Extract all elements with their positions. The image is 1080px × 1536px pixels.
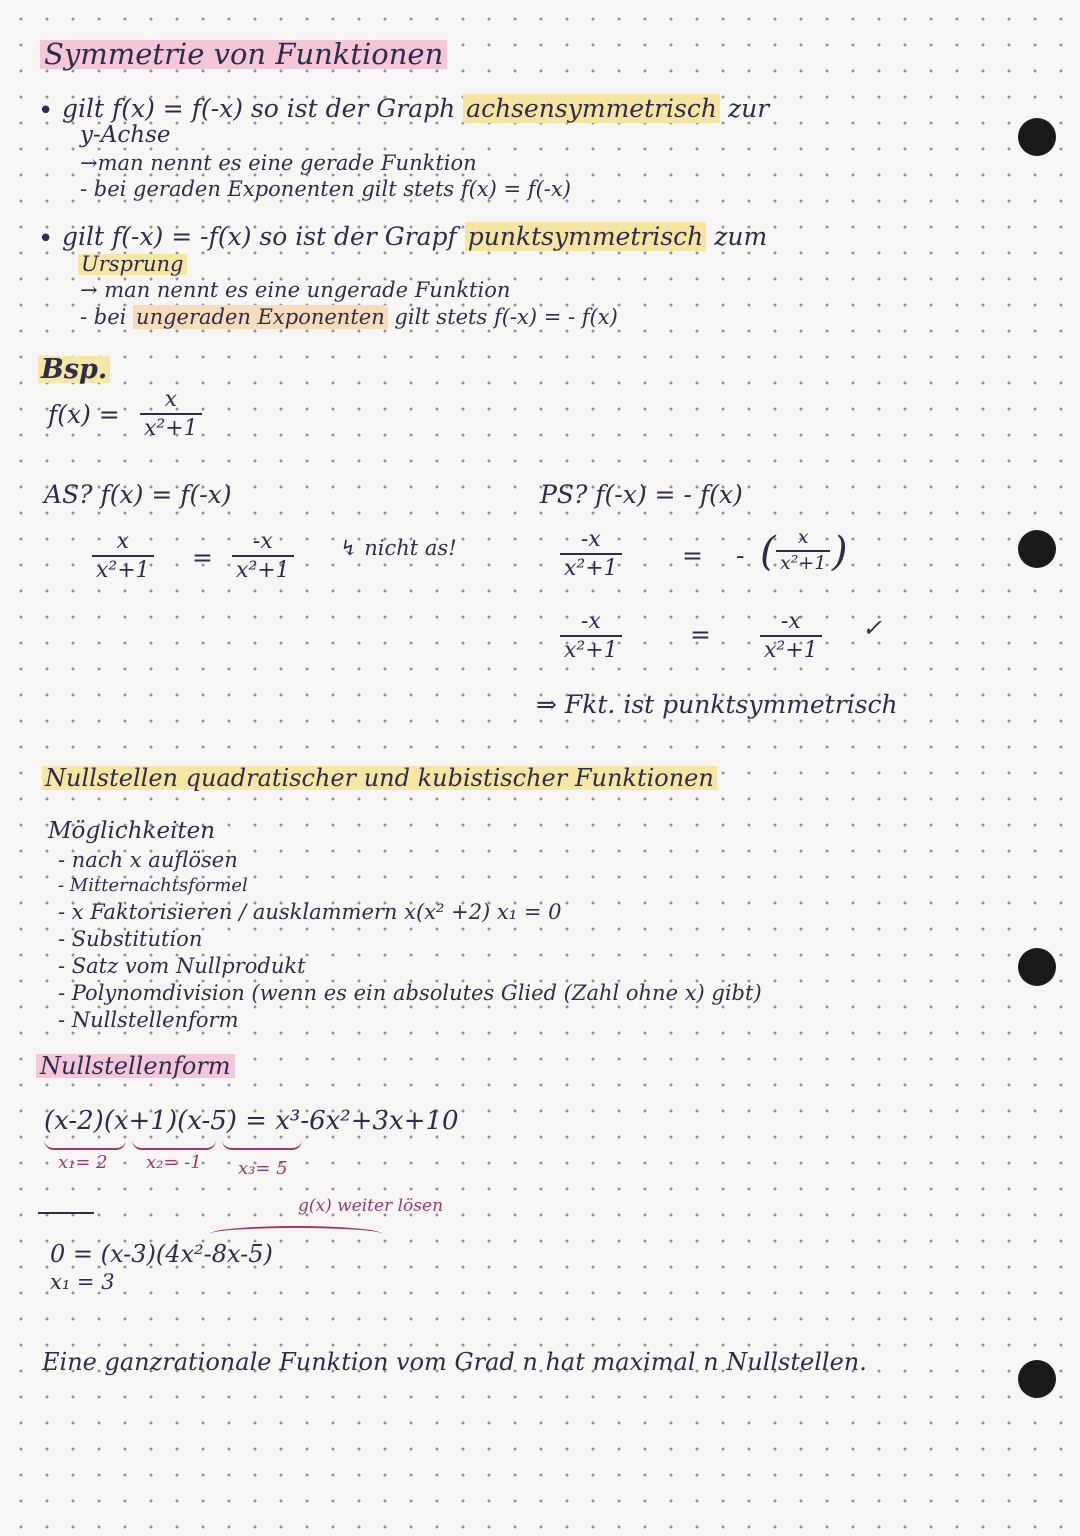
bullet-1-dot: • xyxy=(38,96,54,126)
ps-row1-paren-close: ) xyxy=(832,529,848,575)
bullet-1-text: gilt f(x) = f(-x) so ist der Graph xyxy=(62,94,456,123)
section-title-symmetry: Symmetrie von Funktionen xyxy=(40,40,447,69)
as-equals: = xyxy=(192,543,213,572)
bullet-1-line-2: y-Achse xyxy=(80,122,171,148)
numerator: -x xyxy=(580,527,601,552)
ps-row1-paren-open: ( xyxy=(760,529,776,575)
bullet-1-line-3: →man nennt es eine gerade Funktion xyxy=(80,151,477,175)
punch-hole-lower-middle xyxy=(1018,948,1056,986)
bullet-1-line-1 xyxy=(62,96,769,121)
ps-row1-minus: - xyxy=(736,541,745,570)
method-list-item: - nach x auflösen xyxy=(58,848,238,872)
zero-x1-result: x₁ = 3 xyxy=(50,1270,115,1294)
function-definition-lhs: f(x) = xyxy=(48,400,120,429)
point-symmetry-heading: PS? f(-x) = - f(x) xyxy=(540,480,743,509)
bullet-1-line-4: - bei geraden Exponenten gilt stets f(x) = f(-x) xyxy=(80,177,571,201)
brace-factor-2 xyxy=(132,1140,216,1150)
possibilities-label: Möglichkeiten xyxy=(48,818,216,844)
denominator: x²+1 xyxy=(560,635,622,662)
denominator: x²+1 xyxy=(232,555,294,582)
bullet-2-text: gilt f(-x) = -f(x) so ist der Grapf xyxy=(62,222,457,251)
bullet-2-line-3: → man nennt es eine ungerade Funktion xyxy=(80,278,511,302)
punch-hole-bottom xyxy=(1018,1360,1056,1398)
continue-solving-note: g(x) weiter lösen xyxy=(298,1196,444,1216)
denominator: x²+1 xyxy=(140,413,202,440)
section-title-zeros: Nullstellen quadratischer und kubistischer Funktionen xyxy=(42,766,717,790)
brace-factor-3 xyxy=(222,1140,302,1150)
section-title-zero-form: Nullstellenform xyxy=(36,1054,235,1078)
bullet-2-dot: • xyxy=(38,224,54,254)
ps-row1-left-fraction xyxy=(560,528,622,580)
numerator: -x xyxy=(580,609,601,634)
factored-equation: (x-2)(x+1)(x-5) = x³-6x²+3x+10 xyxy=(44,1106,459,1136)
as-right-fraction xyxy=(232,530,294,582)
polynomial-division-result: 0 = (x-3)(4x²-8x-5) xyxy=(50,1240,273,1268)
denominator: x²+1 xyxy=(560,553,622,580)
bullet-2-line-2: Ursprung xyxy=(78,254,187,275)
numerator: x xyxy=(797,526,809,548)
highlight-achsensymmetrisch: achsensymmetrisch xyxy=(463,94,720,123)
zero-x3: x₃= 5 xyxy=(238,1158,288,1179)
as-left-fraction xyxy=(92,530,154,582)
method-list-item: - Nullstellenform xyxy=(58,1008,239,1032)
ps-row2-equals: = xyxy=(690,620,711,649)
zero-x2: x₂= -1 xyxy=(146,1152,202,1173)
method-list-item: - Substitution xyxy=(58,927,203,951)
ps-row2-left-fraction xyxy=(560,610,622,662)
conclusion-point-symmetric: ⇒ Fkt. ist punktsymmetrisch xyxy=(536,690,898,719)
max-zeros-statement: Eine ganzrationale Funktion vom Grad n hat maximal n Nullstellen. xyxy=(42,1348,867,1376)
ps-row1-right-fraction xyxy=(776,528,830,574)
divider-line xyxy=(38,1212,94,1214)
bullet-2-text-end: zum xyxy=(714,222,768,251)
denominator: x²+1 xyxy=(776,550,830,574)
punch-hole-upper-middle xyxy=(1018,530,1056,568)
method-list-item: - Satz vom Nullprodukt xyxy=(58,954,306,978)
bullet-2-line-4-post: gilt stets f(-x) = - f(x) xyxy=(394,305,618,329)
denominator: x²+1 xyxy=(760,635,822,662)
ps-row2-right-fraction xyxy=(760,610,822,662)
numerator: -x xyxy=(252,529,273,554)
zero-x1: x₁= 2 xyxy=(58,1152,108,1173)
brace-factor-1 xyxy=(44,1140,126,1150)
denominator: x²+1 xyxy=(92,555,154,582)
numerator: x xyxy=(164,387,178,412)
not-axis-symmetric-note: ↯ nicht as! xyxy=(340,536,457,560)
axis-symmetry-heading: AS? f(x) = f(-x) xyxy=(44,480,232,509)
ps-row1-equals: = xyxy=(682,541,703,570)
bullet-2-line-1 xyxy=(62,224,767,249)
bullet-2-line-4 xyxy=(80,307,618,328)
highlight-ungeraden-exponenten: ungeraden Exponenten xyxy=(133,305,388,329)
punch-hole-top xyxy=(1018,118,1056,156)
bullet-2-line-4-pre: - bei xyxy=(80,305,127,329)
function-definition-fraction xyxy=(140,388,202,440)
method-list-item: - Polynomdivision (wenn es ein absolutes Glied (Zahl ohne x) gibt) xyxy=(58,981,762,1005)
example-label: Bsp. xyxy=(38,356,110,383)
numerator: x xyxy=(116,529,130,554)
bullet-1-text-end: zur xyxy=(727,94,770,123)
method-list-item: - x Faktorisieren / ausklammern x(x² +2) x₁ = 0 xyxy=(58,900,562,924)
highlight-punktsymmetrisch: punktsymmetrisch xyxy=(465,222,707,251)
numerator: -x xyxy=(780,609,801,634)
method-list-item: - Mitternachtsformel xyxy=(58,875,248,896)
checkmark: ✓ xyxy=(862,614,883,642)
